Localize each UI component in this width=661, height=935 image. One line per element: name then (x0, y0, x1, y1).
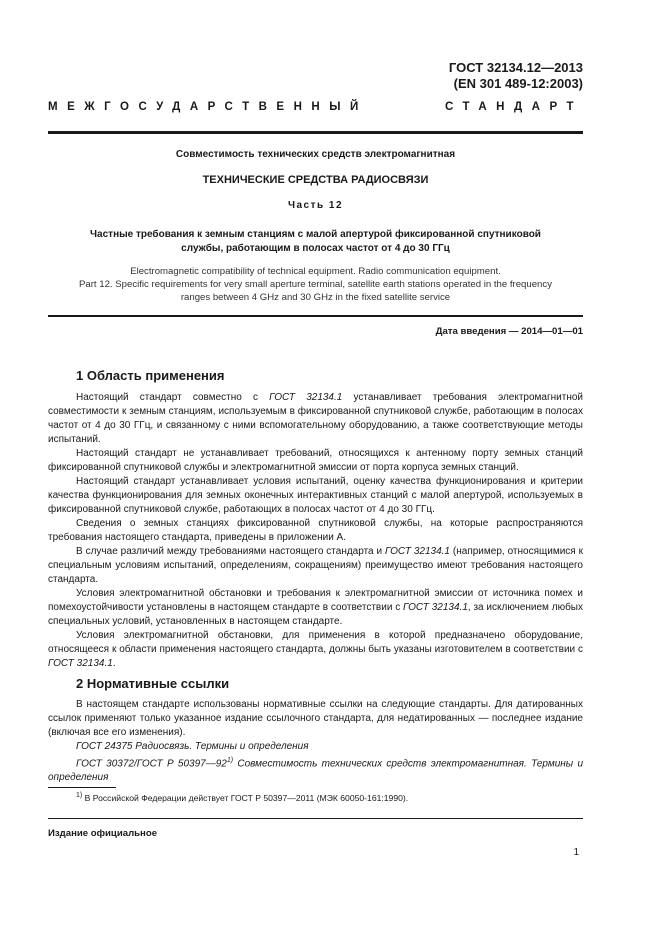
edition-label: Издание официальное (48, 828, 158, 839)
footnote-text: В Российской Федерации действует ГОСТ Р 50397—2011 (МЭК 60050-161:1990). (82, 792, 409, 803)
gost-reference: ГОСТ 32134.1 (48, 658, 113, 669)
section1-paragraph (48, 587, 583, 629)
section1-body (48, 391, 583, 671)
text: ГОСТ 30372/ГОСТ Р 50397—92 (76, 758, 227, 770)
subtitle-line2: службы, работающим в полосах частот от 4 до 30 ГГц (181, 243, 450, 254)
title-line2: ТЕХНИЧЕСКИЕ СРЕДСТВА РАДИОСВЯЗИ (202, 174, 429, 186)
section1-paragraph (48, 545, 583, 587)
top-rule (48, 131, 583, 134)
footnote-mark: 1) (76, 792, 83, 799)
section2-paragraph: В настоящем стандарте использованы нормативные ссылки на следующие стандарты. Для датированных ссылок применяют только указанное издание ссылочного стандарта, для недатированных — последнее издание (включая все его изменения). (48, 699, 583, 738)
section2-heading: 2 Нормативные ссылки (76, 676, 230, 691)
text: устанавливает требования электромагнитной совместимости к земным станциям, используемым в фиксированной спутниковой службе, работающим в полосах частот от 4 до 30 ГГц, и связанному с ними вспомогательному оборудованию, а также соответствующие методы испытаний. (48, 392, 583, 445)
footnote-rule (48, 787, 116, 788)
part-label: Часть 12 (287, 200, 344, 211)
english-title-line2: Part 12. Specific requirements for very small aperture terminal, satellite earth stations operated in the frequency (79, 279, 552, 290)
page-number: 1 (573, 847, 579, 858)
english-title-line1: Electromagnetic compatibility of technical equipment. Radio communication equipment. (130, 266, 501, 277)
gost-reference: ГОСТ 32134.1 (385, 546, 450, 557)
bottom-rule (48, 818, 583, 819)
english-title-line3: ranges between 4 GHz and 30 GHz in the fixed satellite service (180, 292, 451, 303)
section1-paragraph: Настоящий стандарт не устанавливает требований, относящихся к антенному порту земных станций фиксированной спутниковой службы и электромагнитной эмиссии от порта корпуса земных станций. (48, 448, 583, 473)
normative-reference (48, 754, 583, 785)
title-line1: Совместимость технических средств электромагнитная (175, 149, 456, 160)
section1-paragraph (48, 391, 583, 447)
banner-word-standard: СТАНДАРТ (445, 101, 583, 113)
gost-number: ГОСТ 32134.12—2013 (448, 60, 583, 75)
gost-reference: ГОСТ 32134.1 (269, 392, 343, 403)
text: . (112, 658, 116, 669)
text: В случае различий между требованиями настоящего стандарта и (76, 546, 386, 557)
text: Совместимость технических средств электромагнитная. Термины и определения (48, 758, 584, 784)
document-number (449, 60, 583, 92)
section2-body (48, 698, 583, 785)
gost-reference: ГОСТ 32134.1 (403, 602, 468, 613)
footnote (76, 792, 408, 803)
text: , за исключением любых специальных условий, установленных в настоящем стандарте. (48, 602, 583, 627)
introduction-date: Дата введения — 2014—01—01 (435, 326, 583, 337)
middle-rule (48, 315, 583, 317)
text: (например, относящимися к специальным условиям испытаний, определениям, сокращениям) преимущество имеют требования настоящего стандарта. (48, 546, 583, 585)
subtitle-line1: Частные требования к земным станциям с малой апертурой фиксированной спутниковой (90, 229, 541, 240)
banner-word-interstate: МЕЖГОСУДАРСТВЕННЫЙ (48, 101, 368, 113)
section1-paragraph: Настоящий стандарт устанавливает условия испытаний, оценку качества функционирования и критерии качества функционирования для земных оконечных интерактивных станций с малой апертурой, используемых в фиксированной спутниковой службе, работающих в полосах частот от 4 до 30 ГГц. (48, 476, 583, 515)
section1-heading: 1 Область применения (76, 368, 225, 383)
section1-paragraph (48, 629, 583, 671)
english-title (48, 265, 583, 304)
footnote-marker: 1) (226, 757, 234, 764)
normative-reference: ГОСТ 24375 Радиосвязь. Термины и определения (76, 741, 309, 752)
en-number: (EN 301 489-12:2003) (453, 76, 583, 91)
subtitle (48, 228, 583, 256)
section1-paragraph: Сведения о земных станциях фиксированной спутниковой службы, на которые распространяются требования настоящего стандарта, приведены в приложении А. (48, 518, 583, 543)
text: Условия электромагнитной обстановки и требования к электромагнитной эмиссии от источника помех и помехоустойчивости установлены в настоящем стандарте в соответствии с (48, 588, 583, 613)
text: Условия электромагнитной обстановки, для применения в которой предназначено оборудование, относящееся к области применения настоящего стандарта, должны быть указаны изготовителем в соответствии с (48, 630, 583, 655)
text: Настоящий стандарт совместно с (76, 392, 270, 403)
